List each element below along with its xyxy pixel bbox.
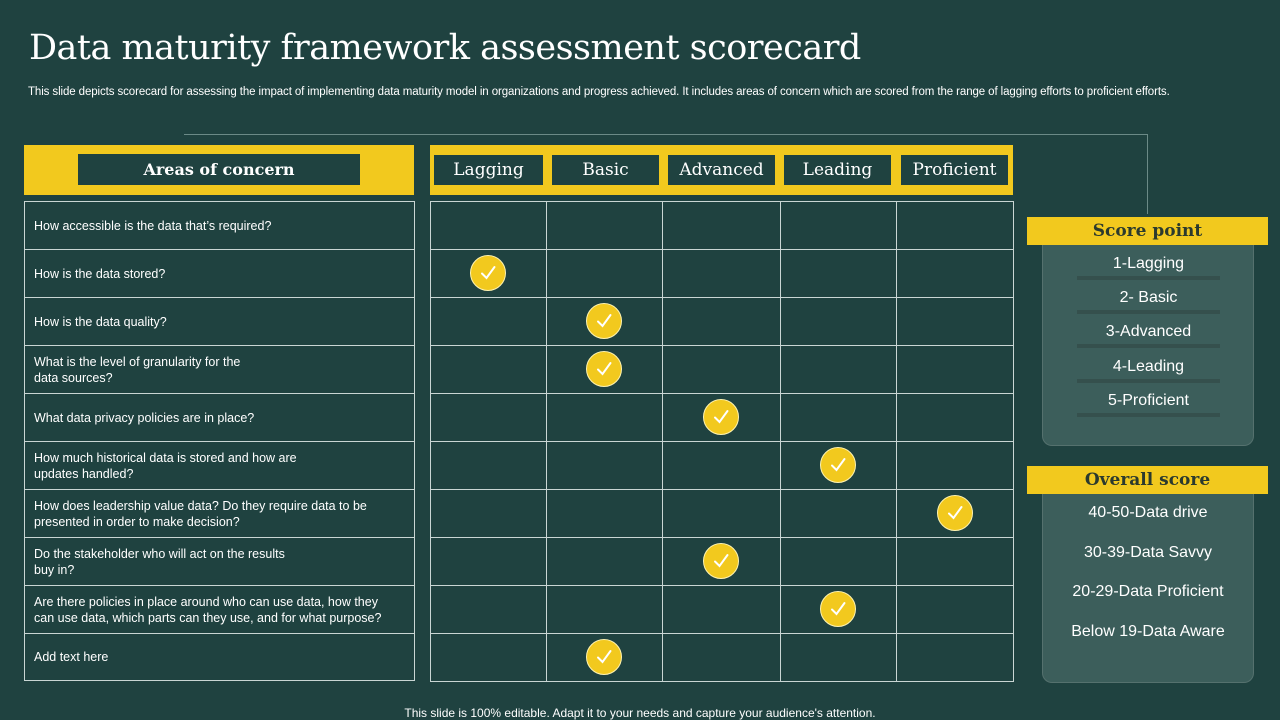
check-circle-icon: [703, 399, 739, 435]
question-row: [24, 297, 415, 345]
scorecard-grid: [430, 201, 1014, 682]
grid-cell: [896, 393, 1014, 441]
grid-cell: [780, 537, 896, 585]
grid-cell: [662, 201, 780, 249]
grid-cell: [430, 345, 546, 393]
grid-cell: [430, 201, 546, 249]
grid-cell: [662, 633, 780, 681]
score-point-item: 4-Leading: [1077, 358, 1220, 383]
level-header-advanced: Advanced: [668, 155, 775, 185]
level-header-proficient: Proficient: [901, 155, 1008, 185]
question-row: [24, 537, 415, 585]
grid-cell: [780, 393, 896, 441]
check-circle-icon: [703, 543, 739, 579]
areas-of-concern-label: Areas of concern: [78, 154, 360, 185]
grid-cell: [430, 489, 546, 537]
grid-cell: [430, 393, 546, 441]
grid-cell: [546, 393, 662, 441]
grid-cell: [780, 633, 896, 681]
page-title: Data maturity framework assessment scorecard: [29, 28, 861, 68]
question-text: How is the data stored?: [34, 266, 166, 281]
overall-score-item: 40-50-Data drive: [1088, 504, 1208, 521]
grid-cell: [896, 345, 1014, 393]
overall-score-item: Below 19-Data Aware: [1071, 623, 1225, 640]
check-circle-icon: [586, 351, 622, 387]
question-row: [24, 633, 415, 681]
question-text: Are there policies in place around who can use data, how they can use data, which parts can they use, and for what purpose?: [34, 594, 382, 625]
score-point-panel: [1042, 245, 1254, 446]
question-row: [24, 585, 415, 633]
level-header-lagging: Lagging: [434, 155, 543, 185]
grid-cell: [780, 297, 896, 345]
grid-cell: [546, 441, 662, 489]
grid-cell: [430, 585, 546, 633]
grid-cell: [896, 585, 1014, 633]
grid-cell: [430, 441, 546, 489]
score-point-item: 5-Proficient: [1077, 392, 1220, 417]
grid-cell: [546, 201, 662, 249]
overall-score-item: 30-39-Data Savvy: [1083, 544, 1213, 561]
overall-score-panel: [1042, 494, 1254, 683]
question-text: Add text here: [34, 650, 109, 664]
maturity-levels-header: [430, 145, 1013, 195]
grid-cell: [546, 537, 662, 585]
page-subtitle: This slide depicts scorecard for assessing the impact of implementing data maturity model in organizations and progress achieved. It includes areas of concern which are scored from the range of lagging efforts to proficient efforts.: [28, 86, 1170, 98]
question-text: How is the data quality?: [34, 314, 167, 329]
score-point-item: 3-Advanced: [1077, 323, 1220, 348]
overall-score-item: 20-29-Data Proficient: [1072, 583, 1224, 600]
grid-cell: [780, 345, 896, 393]
grid-cell: [780, 249, 896, 297]
grid-cell: [546, 585, 662, 633]
grid-cell: [662, 297, 780, 345]
grid-cell: [662, 441, 780, 489]
footer-note: This slide is 100% editable. Adapt it to your needs and capture your audience's attention.: [404, 706, 876, 720]
grid-cell: [896, 633, 1014, 681]
question-text: Do the stakeholder who will act on the results buy in?: [34, 546, 285, 577]
score-point-item: 1-Lagging: [1077, 255, 1220, 280]
grid-cell: [896, 201, 1014, 249]
grid-cell: [662, 489, 780, 537]
grid-cell: [546, 249, 662, 297]
areas-of-concern-header: [24, 145, 414, 195]
check-circle-icon: [820, 591, 856, 627]
question-text: What is the level of granularity for the data sources?: [34, 354, 241, 385]
grid-cell: [780, 489, 896, 537]
overall-score-header: Overall score: [1027, 466, 1268, 494]
level-header-leading: Leading: [784, 155, 891, 185]
grid-cell: [896, 441, 1014, 489]
check-circle-icon: [937, 495, 973, 531]
question-text: How does leadership value data? Do they require data to be presented in order to make decision?: [34, 498, 367, 529]
question-row: [24, 201, 415, 249]
questions-list: [24, 201, 415, 681]
question-row: [24, 249, 415, 297]
question-text: How much historical data is stored and how are updates handled?: [34, 450, 297, 481]
grid-cell: [662, 249, 780, 297]
grid-cell: [430, 537, 546, 585]
question-row: [24, 345, 415, 393]
grid-cell: [780, 201, 896, 249]
grid-cell: [662, 345, 780, 393]
score-point-item: 2- Basic: [1077, 289, 1220, 314]
check-circle-icon: [470, 255, 506, 291]
grid-cell: [546, 489, 662, 537]
grid-cell: [896, 249, 1014, 297]
level-header-basic: Basic: [552, 155, 659, 185]
grid-cell: [896, 537, 1014, 585]
check-circle-icon: [820, 447, 856, 483]
check-circle-icon: [586, 639, 622, 675]
question-row: [24, 393, 415, 441]
grid-cell: [662, 585, 780, 633]
grid-cell: [896, 297, 1014, 345]
question-text: How accessible is the data that’s required?: [34, 218, 272, 233]
question-row: [24, 441, 415, 489]
score-point-header: Score point: [1027, 217, 1268, 245]
grid-cell: [430, 297, 546, 345]
grid-cell: [430, 633, 546, 681]
question-row: [24, 489, 415, 537]
check-circle-icon: [586, 303, 622, 339]
question-text: What data privacy policies are in place?: [34, 410, 255, 425]
